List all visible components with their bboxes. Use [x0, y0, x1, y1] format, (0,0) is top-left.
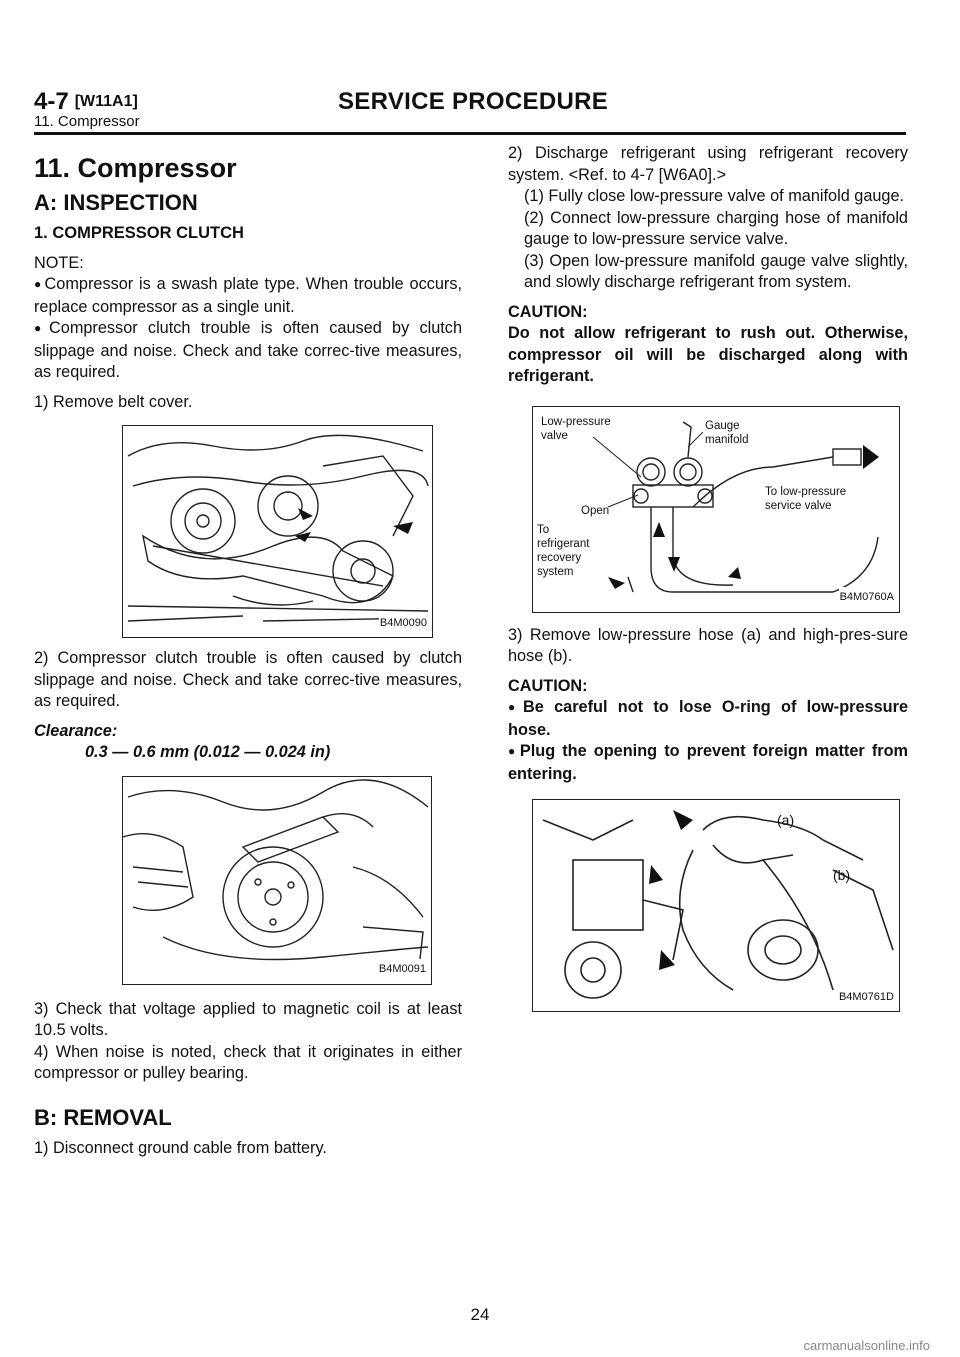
right-column — [508, 143, 908, 1012]
label-to-recovery: To — [537, 523, 550, 536]
page-number: 24 — [470, 1305, 490, 1324]
label-to-recovery: recovery — [537, 551, 582, 564]
subsection-heading: 1. COMPRESSOR CLUTCH — [34, 224, 244, 242]
arrow-icon — [393, 522, 413, 534]
label-hose-b: (b) — [833, 867, 851, 883]
header-rule — [34, 132, 906, 135]
hoses-illustration — [533, 800, 899, 1011]
left-column — [34, 153, 463, 1160]
figure-code: B4M0090 — [379, 613, 428, 635]
figure-clutch-clearance — [122, 776, 432, 985]
label-low-pressure-valve: valve — [541, 429, 568, 442]
label-low-pressure-valve: Low-pressure — [541, 415, 611, 428]
section-heading-removal: B: REMOVAL — [34, 1104, 172, 1130]
caution-label: CAUTION: — [508, 676, 588, 695]
clutch-illustration — [123, 777, 431, 984]
arrow-icon — [728, 567, 741, 579]
figure-belt-cover — [122, 425, 433, 638]
figure-code: B4M0761D — [838, 987, 895, 1009]
arrow-icon — [649, 865, 663, 884]
figure-code: B4M0091 — [378, 959, 427, 981]
note-item: ● Compressor clutch trouble is often caused by clutch slippage and noise. Check and take correc-tive measures, as required. — [34, 318, 462, 384]
arrow-up-icon — [653, 522, 665, 537]
label-hose-a: (a) — [777, 812, 795, 828]
arrow-icon — [659, 950, 675, 970]
manifold-illustration — [533, 407, 899, 612]
arrow-right-icon — [863, 445, 879, 469]
page-title: SERVICE PROCEDURE — [338, 88, 609, 115]
note-label: NOTE: — [34, 253, 84, 272]
chapter-heading: 11. Compressor — [34, 153, 237, 183]
figure-hoses — [532, 799, 900, 1012]
watermark[interactable]: carmanualsonline.info — [803, 1338, 930, 1353]
figure-code: B4M0760A — [839, 587, 895, 609]
caution-label: CAUTION: — [508, 302, 588, 321]
arrow-icon — [608, 577, 625, 589]
step-text: 1) Remove belt cover. — [34, 392, 193, 411]
label-to-recovery: refrigerant — [537, 537, 590, 550]
caution-text: Do not allow refrigerant to rush out. Otherwise, compressor oil will be discharged along with refrigerant. — [508, 324, 908, 385]
spec-label: Clearance: — [34, 721, 118, 740]
step-text: 3) Remove low-pressure hose (a) and high-pres-sure hose (b). — [508, 625, 908, 665]
step-text: 2) Discharge refrigerant using refrigerant recovery system. <Ref. to 4-7 [W6A0].> — [508, 144, 908, 184]
section-heading-inspection: A: INSPECTION — [34, 189, 198, 215]
label-to-service-valve: To low-pressure — [765, 485, 847, 498]
label-to-service-valve: service valve — [765, 499, 832, 512]
label-gauge-manifold: Gauge — [705, 419, 740, 432]
step-text: 1) Disconnect ground cable from battery. — [34, 1139, 327, 1157]
section-code: [W11A1] — [74, 93, 138, 110]
page-subtitle: 11. Compressor — [34, 113, 140, 130]
label-open: Open — [581, 504, 610, 517]
caution-item: ● Be careful not to lose O-ring of low-pressure hose. — [508, 697, 908, 741]
step-text: 3) Check that voltage applied to magnetic coil is at least 10.5 volts. — [34, 999, 462, 1039]
spec-value: 0.3 — 0.6 mm (0.012 — 0.024 in) — [85, 743, 331, 761]
engine-illustration — [123, 426, 432, 637]
step-text: 2) Compressor clutch trouble is often caused by clutch slippage and noise. Check and take correc-tive measures, as required. — [34, 649, 462, 710]
sub-step: (3) Open low-pressure manifold gauge valve slightly, and slowly discharge refrigerant from system. — [524, 251, 908, 291]
label-to-recovery: system — [537, 565, 574, 578]
caution-item: ● Plug the opening to prevent foreign matter from entering. — [508, 741, 908, 785]
step-text: 4) When noise is noted, check that it originates in either compressor or pulley bearing. — [34, 1042, 462, 1082]
note-item: ● Compressor is a swash plate type. When trouble occurs, replace compressor as a single unit. — [34, 274, 462, 318]
sub-step: (1) Fully close low-pressure valve of manifold gauge. — [524, 187, 905, 205]
sub-step: (2) Connect low-pressure charging hose of manifold gauge to low-pressure service valve. — [524, 208, 908, 248]
arrow-icon — [673, 810, 693, 830]
section-number: 4-7 [W11A1] — [34, 88, 138, 115]
label-gauge-manifold: manifold — [705, 433, 749, 446]
figure-manifold-gauge — [532, 406, 900, 613]
